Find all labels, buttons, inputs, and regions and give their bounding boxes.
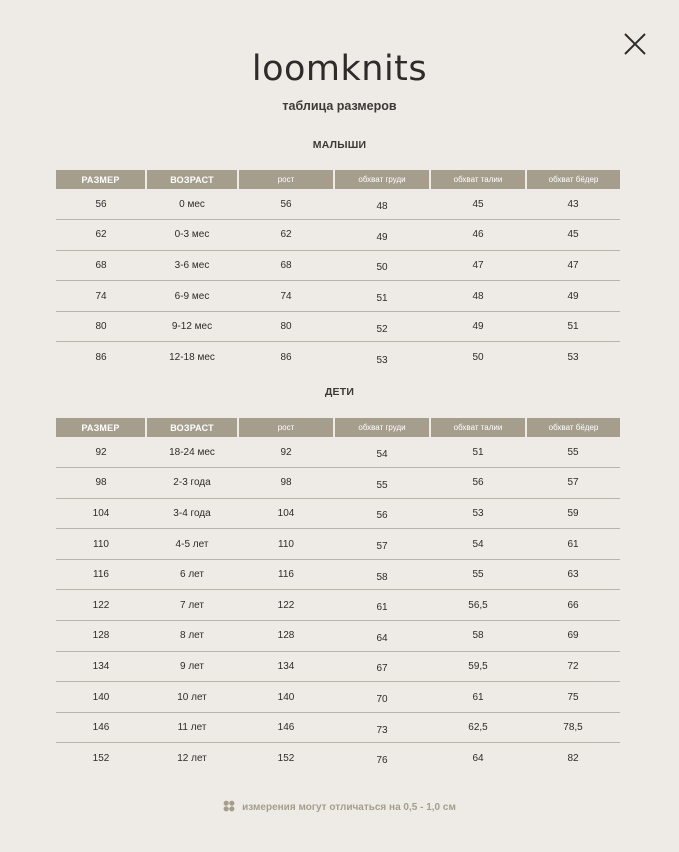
section-title-babies: МАЛЫШИ [312, 139, 367, 151]
size-cell: 62 [56, 220, 146, 251]
column-header-hips: обхват бёдер [526, 418, 620, 437]
waist-cell: 56,5 [430, 590, 526, 621]
height-cell: 92 [238, 437, 334, 468]
waist-cell: 51 [430, 437, 526, 468]
table-row [56, 189, 620, 220]
age-cell: 12-18 мес [169, 352, 215, 364]
hips-cell: 49 [526, 281, 620, 312]
table-row [56, 590, 620, 621]
hips-cell: 51 [526, 311, 620, 342]
height-cell: 116 [238, 559, 334, 590]
waist-cell: 49 [430, 311, 526, 342]
chest-cell: 76 [376, 755, 388, 767]
table-header-row [56, 170, 620, 189]
age-cell: 3-6 мес [146, 250, 238, 281]
height-cell: 140 [238, 682, 334, 713]
column-header-height: рост [238, 418, 334, 437]
size-table-babies [56, 170, 620, 373]
age-cell: 6 лет [146, 559, 238, 590]
chest-cell: 57 [334, 529, 430, 560]
age-cell: 6-9 мес [146, 281, 238, 312]
chest-cell: 73 [334, 712, 430, 743]
height-cell: 86 [280, 352, 292, 364]
column-header-height: рост [238, 170, 334, 189]
age-cell: 2-3 года [146, 468, 238, 499]
age-cell: 0-3 мес [146, 220, 238, 251]
size-cell: 98 [56, 468, 146, 499]
column-header-chest: обхват груди [334, 170, 430, 189]
size-cell: 116 [56, 559, 146, 590]
size-cell: 122 [56, 590, 146, 621]
column-header-age: ВОЗРАСТ [146, 418, 238, 437]
size-table-kids [56, 418, 620, 774]
waist-cell: 61 [430, 682, 526, 713]
height-cell: 110 [238, 529, 334, 560]
measurement-note-text: измерения могут отличаться на 0,5 - 1,0 см [242, 802, 456, 813]
waist-cell: 47 [430, 250, 526, 281]
size-cell: 146 [56, 712, 146, 743]
waist-cell: 50 [472, 352, 484, 364]
hips-cell: 82 [567, 752, 579, 764]
chest-cell: 49 [334, 220, 430, 251]
column-header-size: РАЗМЕР [56, 170, 146, 189]
size-cell: 140 [56, 682, 146, 713]
hips-cell: 66 [526, 590, 620, 621]
chest-cell: 61 [334, 590, 430, 621]
brand-logo: loomknits [251, 49, 428, 89]
hips-cell: 57 [526, 468, 620, 499]
column-header-waist: обхват талии [430, 418, 526, 437]
hips-cell: 43 [526, 189, 620, 220]
size-cell: 110 [56, 529, 146, 560]
waist-cell: 58 [430, 621, 526, 652]
size-cell: 134 [56, 651, 146, 682]
chest-cell: 50 [334, 250, 430, 281]
chest-cell: 67 [334, 651, 430, 682]
table-row [56, 682, 620, 713]
age-cell: 9 лет [146, 651, 238, 682]
table-row [56, 468, 620, 499]
chest-cell: 70 [334, 682, 430, 713]
measurement-note [0, 800, 679, 813]
hips-cell: 53 [567, 352, 579, 364]
hips-cell: 63 [526, 559, 620, 590]
table-row [56, 651, 620, 682]
chest-cell: 64 [334, 621, 430, 652]
table-row [56, 529, 620, 560]
waist-cell: 62,5 [430, 712, 526, 743]
chest-cell: 55 [334, 468, 430, 499]
size-cell: 152 [92, 752, 110, 764]
table-row [56, 437, 620, 468]
table-row [56, 342, 620, 373]
waist-cell: 59,5 [430, 651, 526, 682]
size-cell: 68 [56, 250, 146, 281]
hips-cell: 45 [526, 220, 620, 251]
size-cell: 74 [56, 281, 146, 312]
height-cell: 152 [277, 752, 295, 764]
waist-cell: 56 [430, 468, 526, 499]
age-cell: 11 лет [146, 712, 238, 743]
table-row [56, 311, 620, 342]
chest-cell: 52 [334, 311, 430, 342]
height-cell: 68 [238, 250, 334, 281]
waist-cell: 48 [430, 281, 526, 312]
height-cell: 74 [238, 281, 334, 312]
table-row [56, 743, 620, 774]
age-cell: 7 лет [146, 590, 238, 621]
height-cell: 122 [238, 590, 334, 621]
table-row [56, 250, 620, 281]
height-cell: 134 [238, 651, 334, 682]
table-row [56, 498, 620, 529]
column-header-chest: обхват груди [334, 418, 430, 437]
height-cell: 98 [238, 468, 334, 499]
height-cell: 80 [238, 311, 334, 342]
age-cell: 12 лет [177, 752, 207, 764]
height-cell: 62 [238, 220, 334, 251]
height-cell: 56 [238, 189, 334, 220]
table-row [56, 220, 620, 251]
age-cell: 9-12 мес [146, 311, 238, 342]
hips-cell: 59 [526, 498, 620, 529]
size-cell: 80 [56, 311, 146, 342]
hips-cell: 55 [526, 437, 620, 468]
size-cell: 104 [56, 498, 146, 529]
page-subtitle: таблица размеров [282, 99, 397, 113]
hips-cell: 75 [526, 682, 620, 713]
age-cell: 0 мес [146, 189, 238, 220]
column-header-hips: обхват бёдер [526, 170, 620, 189]
hips-cell: 72 [526, 651, 620, 682]
age-cell: 3-4 года [146, 498, 238, 529]
waist-cell: 54 [430, 529, 526, 560]
waist-cell: 64 [472, 752, 484, 764]
height-cell: 128 [238, 621, 334, 652]
flower-icon [223, 800, 235, 812]
age-cell: 10 лет [146, 682, 238, 713]
size-cell: 86 [95, 352, 107, 364]
column-header-waist: обхват талии [430, 170, 526, 189]
age-cell: 8 лет [146, 621, 238, 652]
height-cell: 146 [238, 712, 334, 743]
waist-cell: 46 [430, 220, 526, 251]
size-cell: 56 [56, 189, 146, 220]
section-title-kids: ДЕТИ [324, 386, 355, 398]
table-row [56, 621, 620, 652]
size-cell: 128 [56, 621, 146, 652]
hips-cell: 69 [526, 621, 620, 652]
chest-cell: 54 [334, 437, 430, 468]
chest-cell: 48 [334, 189, 430, 220]
chest-cell: 58 [334, 559, 430, 590]
table-row [56, 559, 620, 590]
chest-cell: 56 [334, 498, 430, 529]
chest-cell: 51 [334, 281, 430, 312]
hips-cell: 47 [526, 250, 620, 281]
height-cell: 104 [238, 498, 334, 529]
table-row [56, 712, 620, 743]
waist-cell: 45 [430, 189, 526, 220]
size-cell: 92 [56, 437, 146, 468]
hips-cell: 61 [526, 529, 620, 560]
waist-cell: 55 [430, 559, 526, 590]
chest-cell: 53 [376, 354, 388, 366]
hips-cell: 78,5 [526, 712, 620, 743]
column-header-age: ВОЗРАСТ [146, 170, 238, 189]
age-cell: 18-24 мес [146, 437, 238, 468]
waist-cell: 53 [430, 498, 526, 529]
age-cell: 4-5 лет [146, 529, 238, 560]
table-row [56, 281, 620, 312]
column-header-size: РАЗМЕР [56, 418, 146, 437]
table-header-row [56, 418, 620, 437]
